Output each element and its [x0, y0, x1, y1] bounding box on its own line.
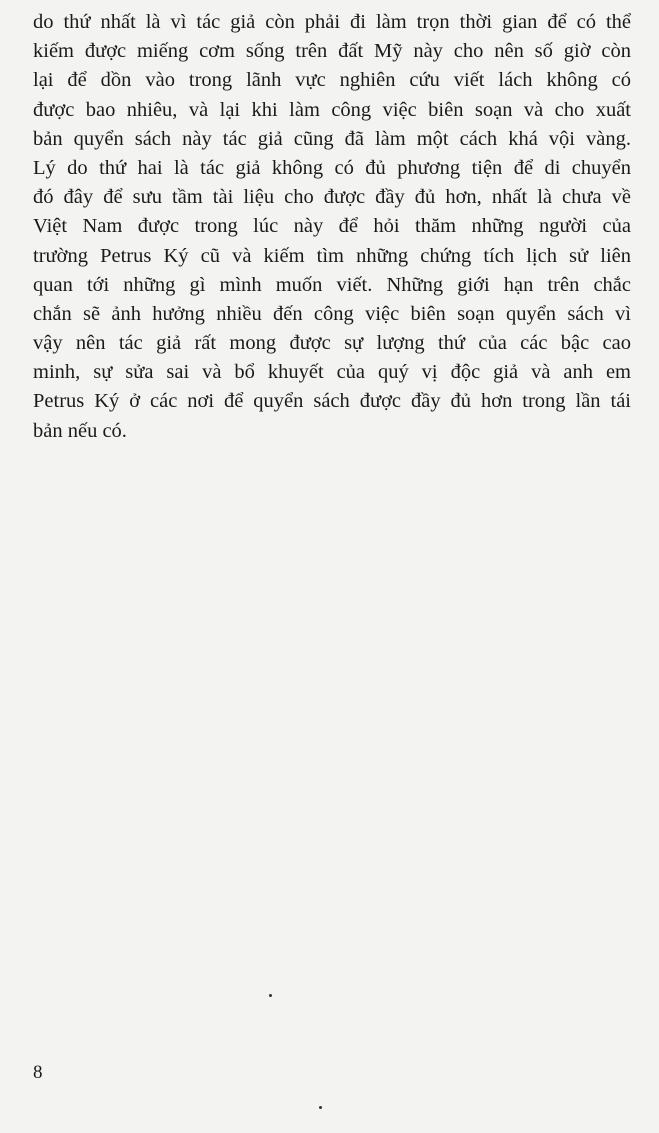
text-line: bản nếu có. — [33, 419, 127, 442]
text-line: do thứ nhất là vì tác giả còn phải đi làm trọn thời gian để có thể — [33, 11, 631, 33]
scan-speck — [269, 994, 272, 997]
text-line: kiếm được miếng cơm sống trên đất Mỹ này cho nên số giờ còn — [33, 40, 631, 63]
text-line: vậy nên tác giả rất mong được sự lượng thứ của các bậc cao — [33, 332, 631, 355]
text-line: bản quyển sách này tác giả cũng đã làm một cách khá vội vàng. — [33, 127, 631, 150]
body-text — [33, 8, 631, 446]
text-line: Việt Nam được trong lúc này để hỏi thăm những người của — [33, 215, 631, 238]
text-line: chắn sẽ ảnh hưởng nhiều đến công việc biên soạn quyển sách vì — [33, 302, 631, 325]
text-line: được bao nhiêu, và lại khi làm công việc biên soạn và cho xuất — [33, 98, 631, 121]
page-number: 8 — [33, 1062, 43, 1083]
text-line: lại để dồn vào trong lãnh vực nghiên cứu viết lách không có — [33, 69, 631, 92]
text-line: quan tới những gì mình muốn viết. Những giới hạn trên chắc — [33, 273, 631, 296]
text-line: minh, sự sửa sai và bổ khuyết của quý vị độc giả và anh em — [33, 361, 631, 384]
text-line: Lý do thứ hai là tác giả không có đủ phương tiện để di chuyển — [33, 156, 631, 179]
text-line: Petrus Ký ở các nơi để quyển sách được đầy đủ hơn trong lần tái — [33, 390, 631, 413]
text-line: đó đây để sưu tầm tài liệu cho được đầy đủ hơn, nhất là chưa về — [33, 186, 631, 209]
text-line: trường Petrus Ký cũ và kiếm tìm những chứng tích lịch sử liên — [33, 244, 631, 267]
scan-speck — [319, 1106, 322, 1109]
